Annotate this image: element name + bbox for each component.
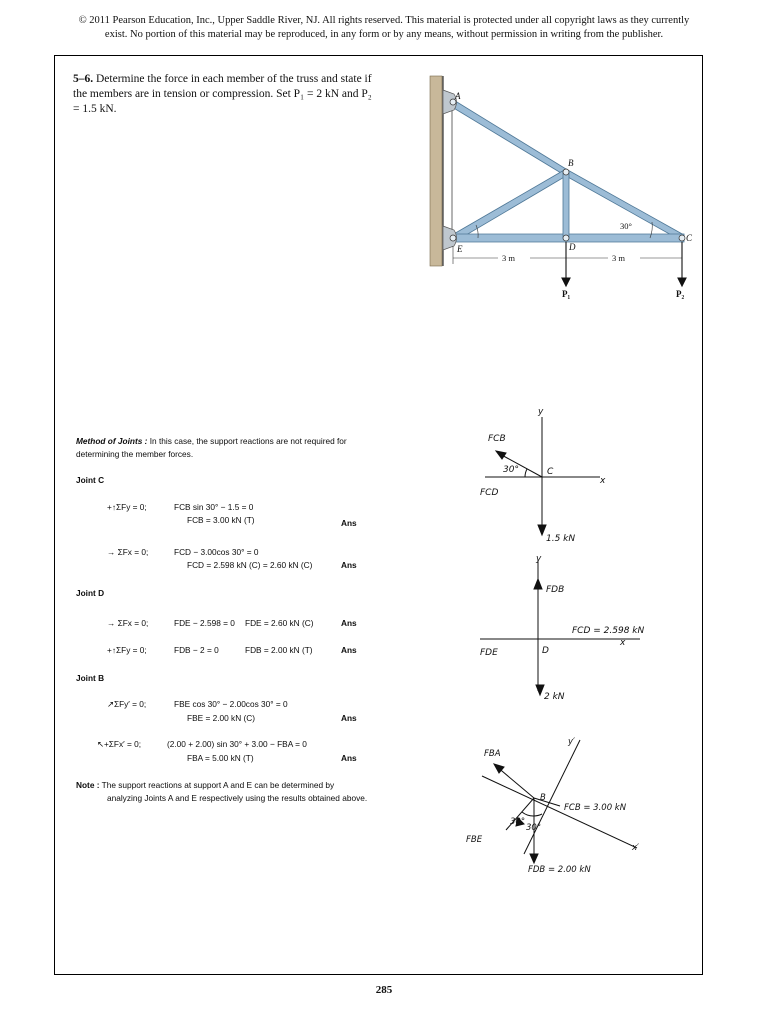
label-span-2: 3 m [612, 253, 625, 263]
label-y: y [536, 555, 542, 564]
load-p1-head [562, 278, 570, 286]
label-x: x [600, 476, 606, 486]
label-a: A [455, 91, 461, 101]
joint-d-eq1-b: FDE = 2.60 kN (C) [245, 618, 314, 628]
arrowhead [530, 854, 538, 863]
label-p1: P₁ [562, 289, 571, 299]
label-angle-1: 30° [510, 817, 526, 827]
pin-b [563, 169, 569, 175]
problem-statement [73, 72, 373, 117]
arrowhead [536, 685, 544, 695]
label-y: y′ [568, 737, 575, 747]
page-number: 285 [375, 984, 393, 996]
joint-d-eq1-a: FDE − 2.598 = 0 [174, 618, 235, 628]
joint-c-eq1-lhs: +↑ΣFy = 0; [107, 502, 147, 512]
label-angle: 30° [503, 465, 519, 475]
load-p2-head [678, 278, 686, 286]
member-ab [452, 99, 566, 176]
wall [430, 76, 442, 266]
label-b: B [568, 158, 574, 168]
angle-arc [522, 812, 542, 816]
label-e: E [457, 244, 463, 254]
label-span-1: 3 m [502, 253, 515, 263]
arrowhead [534, 579, 542, 589]
joint-c-eq1-b: FCB = 3.00 kN (T) [187, 515, 255, 525]
method-line-1 [76, 436, 347, 446]
label-joint: D [542, 646, 549, 656]
dimension-lines [453, 244, 682, 264]
label-fcd: FCD [480, 488, 499, 498]
angle-arc [525, 469, 527, 477]
joint-c-eq1-a: FCB sin 30° − 1.5 = 0 [174, 502, 254, 512]
answer-label: Ans [341, 560, 357, 570]
member-bd [563, 172, 569, 238]
problem-number: 5–6. [73, 73, 94, 85]
label-fba: FBA [484, 749, 501, 759]
joint-c-eq2-a: FCD − 3.00cos 30° = 0 [174, 547, 259, 557]
method-title: Method of Joints : [76, 436, 148, 446]
answer-label: Ans [341, 753, 357, 763]
joint-d-eq2-b: FDB = 2.00 kN (T) [245, 645, 313, 655]
loads [562, 242, 686, 286]
label-x: x [620, 638, 626, 648]
joint-d-eq2-a: FDB − 2 = 0 [174, 645, 219, 655]
joint-d-title: Joint D [76, 588, 105, 598]
label-joint: C [547, 467, 554, 477]
label-d: D [569, 242, 576, 252]
joint-b-title: Joint B [76, 673, 105, 683]
label-load: 2 kN [544, 692, 565, 702]
joint-c-eq2-lhs: → ΣFx = 0; [107, 547, 149, 557]
answer-label: Ans [341, 645, 357, 655]
label-fde: FDE [480, 648, 498, 658]
label-fbe: FBE [466, 835, 483, 845]
label-x: x′ [632, 843, 639, 853]
label-p2: P₂ [676, 289, 685, 299]
copyright-line-1: © 2011 Pearson Education, Inc., Upper Saddle River, NJ. All rights reserved. This material is protected under all copyright laws as they currently [78, 15, 690, 26]
joint-c-eq2-b: FCD = 2.598 kN (C) = 2.60 kN (C) [187, 560, 313, 570]
answer-label: Ans [341, 618, 357, 628]
note-text-2: analyzing Joints A and E respectively using the results obtained above. [107, 793, 368, 803]
method-text-2: determining the member forces. [76, 449, 194, 459]
label-c: C [686, 233, 693, 243]
label-fdb: FDB [546, 585, 565, 595]
label-fcb: FCB = 3.00 kN [564, 803, 627, 813]
pin-d [563, 235, 569, 241]
fbd-joint-b [462, 730, 662, 880]
joint-b-eq1-lhs: ↗ΣFy′ = 0; [107, 699, 147, 709]
pin-e [450, 235, 456, 241]
label-load: 1.5 kN [546, 534, 576, 544]
joint-d-eq1-lhs: → ΣFx = 0; [107, 618, 149, 628]
joint-b-eq2-b: FBA = 5.00 kN (T) [187, 753, 254, 763]
answer-label: Ans [341, 713, 357, 723]
joint-d-eq2-lhs: +↑ΣFy = 0; [107, 645, 147, 655]
member-eb [452, 169, 566, 241]
fbd-joint-c [470, 405, 630, 555]
label-fdb: FDB = 2.00 kN [528, 865, 591, 875]
label-y: y [538, 407, 544, 417]
label-angle-2: 30° [526, 823, 542, 833]
pin-c [679, 235, 685, 241]
problem-text: Determine the force in each member of the truss and state if the members are in tension or compression. Set P₁ = 2 kN and P₂ = 1.5 kN. [73, 73, 372, 115]
label-angle: 30° [620, 221, 632, 231]
joint-b-eq1-a: FBE cos 30° − 2.00cos 30° = 0 [174, 699, 288, 709]
answer-label: Ans [341, 518, 357, 528]
joint-b-eq2-lhs: ↖+ΣFx′ = 0; [97, 739, 142, 749]
joint-b-eq1-b: FBE = 2.00 kN (C) [187, 713, 256, 723]
note-label: Note : [76, 780, 100, 790]
note-line-1 [76, 780, 334, 790]
joint-c-title: Joint C [76, 475, 105, 485]
solution [65, 408, 467, 878]
joint-b-eq2-a: (2.00 + 2.00) sin 30° + 3.00 − FBA = 0 [167, 739, 307, 749]
force-fba [496, 766, 534, 798]
note-text-1: The support reactions at support A and E can be determined by [101, 780, 335, 790]
label-fcb: FCB [488, 434, 506, 444]
arrowhead [496, 451, 506, 459]
method-text-1: In this case, the support reactions are not required for [149, 436, 347, 446]
label-fcd: FCD = 2.598 kN [572, 626, 645, 636]
truss-figure [428, 72, 700, 304]
label-joint: B [540, 793, 546, 803]
copyright-notice [40, 14, 728, 42]
fbd-joint-d [470, 555, 650, 705]
copyright-line-2: exist. No portion of this material may be reproduced, in any form or by any means, without permission in writing from the publisher. [104, 29, 664, 40]
arrowhead [538, 525, 546, 535]
